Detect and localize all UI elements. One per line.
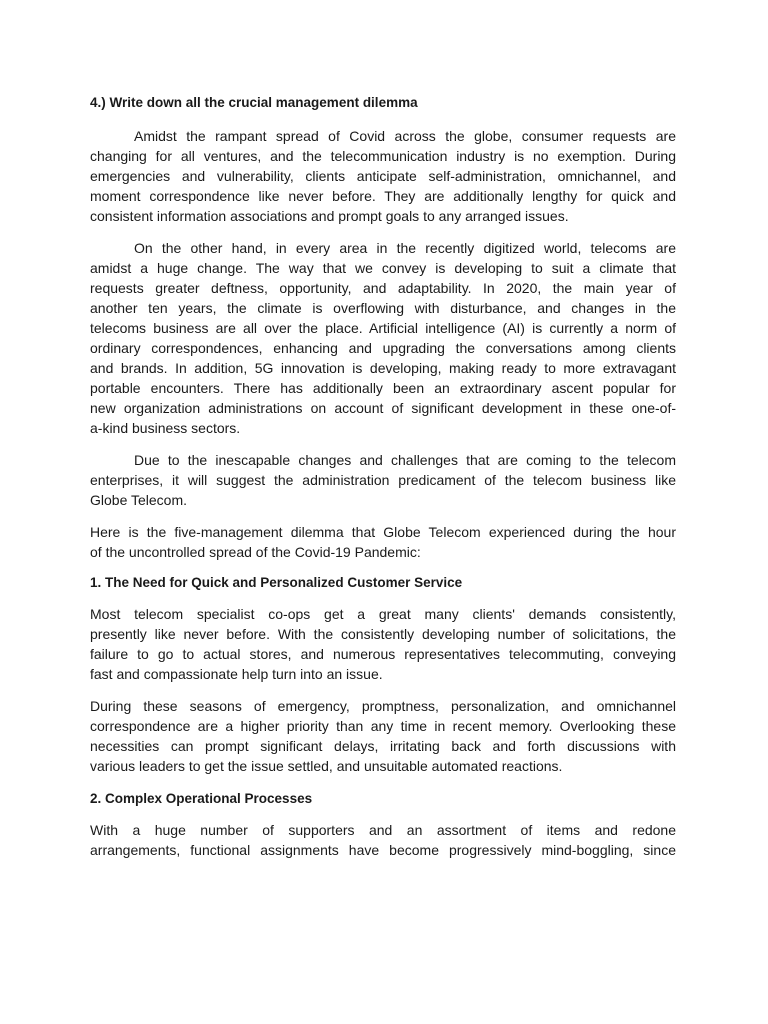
text-line: new organization administrations on account of significant development in these one-of- bbox=[90, 400, 676, 416]
section-heading-customer-service: 1. The Need for Quick and Personalized Customer Service bbox=[90, 575, 463, 590]
paragraph-emergency-priority bbox=[90, 696, 676, 776]
paragraph-digital-change bbox=[90, 238, 676, 438]
page-title: 4.) Write down all the crucial management dilemma bbox=[90, 95, 418, 110]
text-line: failure to go to actual stores, and numerous representatives telecommuting, conveying bbox=[90, 646, 676, 662]
text-line: During these seasons of emergency, promptness, personalization, and omnichannel bbox=[90, 698, 676, 714]
document-page bbox=[90, 93, 676, 860]
text-line: Globe Telecom. bbox=[90, 492, 188, 508]
paragraph-supporters bbox=[90, 820, 676, 860]
text-line: amidst a huge change. The way that we convey is developing to suit a climate that bbox=[90, 260, 676, 276]
section-heading-operational-processes: 2. Complex Operational Processes bbox=[90, 791, 313, 806]
text-line: consistent information associations and prompt goals to any arranged issues. bbox=[90, 208, 569, 224]
text-line: various leaders to get the issue settled, and unsuitable automated reactions. bbox=[90, 758, 563, 774]
text-line: correspondence are a higher priority than any time in recent memory. Overlooking these bbox=[90, 718, 676, 734]
text-line: Most telecom specialist co-ops get a great many clients' demands consistently, bbox=[90, 606, 676, 622]
text-line: requests greater deftness, opportunity, and adaptability. In 2020, the main year of bbox=[90, 280, 676, 296]
paragraph-covid-demands bbox=[90, 126, 676, 226]
text-line: necessities can prompt significant delays, irritating back and forth discussions with bbox=[90, 738, 676, 754]
text-line: changing for all ventures, and the telecommunication industry is no exemption. During bbox=[90, 148, 676, 164]
text-line: another ten years, the climate is overflowing with disturbance, and changes in the bbox=[90, 300, 676, 316]
paragraph-intro-list bbox=[90, 522, 676, 562]
text-line: Due to the inescapable changes and challenges that are coming to the telecom bbox=[134, 452, 676, 468]
text-line: Amidst the rampant spread of Covid across the globe, consumer requests are bbox=[134, 128, 676, 144]
text-line: moment correspondence like never before. They are additionally lengthy for quick and bbox=[90, 188, 676, 204]
text-line: emergencies and vulnerability, clients anticipate self-administration, omnichannel, and bbox=[90, 168, 676, 184]
text-line: and brands. In addition, 5G innovation is developing, making ready to more extravagant bbox=[90, 360, 676, 376]
text-line: portable encounters. There has additionally been an extraordinary ascent popular for bbox=[90, 380, 676, 396]
paragraph-client-demands bbox=[90, 604, 676, 684]
text-line: fast and compassionate help turn into an issue. bbox=[90, 666, 383, 682]
paragraph-predicament bbox=[90, 450, 676, 510]
text-line: arrangements, functional assignments have become progressively mind-boggling, since bbox=[90, 842, 676, 858]
text-line: With a huge number of supporters and an assortment of items and redone bbox=[90, 822, 676, 838]
text-line: telecoms business are all over the place. Artificial intelligence (AI) is currently a norm of bbox=[90, 320, 676, 336]
text-line: enterprises, it will suggest the administration predicament of the telecom business like bbox=[90, 472, 676, 488]
text-line: presently like never before. With the consistently developing number of solicitations, the bbox=[90, 626, 676, 642]
text-line: of the uncontrolled spread of the Covid-19 Pandemic: bbox=[90, 544, 421, 560]
text-line: ordinary correspondences, enhancing and upgrading the conversations among clients bbox=[90, 340, 676, 356]
text-line: Here is the five-management dilemma that Globe Telecom experienced during the hour bbox=[90, 524, 676, 540]
text-line: On the other hand, in every area in the recently digitized world, telecoms are bbox=[134, 240, 676, 256]
text-line: a-kind business sectors. bbox=[90, 420, 241, 436]
